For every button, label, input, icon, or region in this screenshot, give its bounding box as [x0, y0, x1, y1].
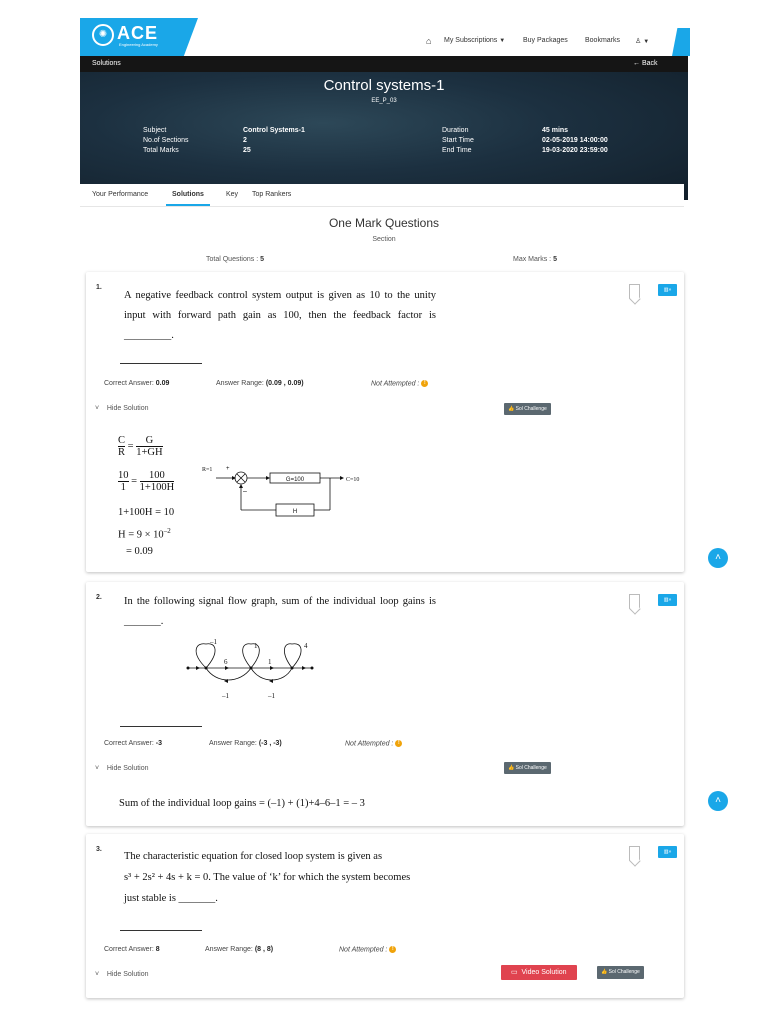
question-number: 3.	[96, 846, 102, 853]
user-icon: ♙	[635, 38, 642, 45]
diagram-output-label: C=10	[346, 477, 360, 483]
question-line-1: The characteristic equation for closed loop system is given as	[124, 851, 383, 862]
chevron-down-icon: ˅	[95, 405, 100, 412]
question-text	[124, 846, 436, 909]
tab-key[interactable]: Key	[226, 191, 239, 198]
sol-challenge-label: Sol Challenge	[608, 969, 640, 975]
stats-chart-icon[interactable]: ▥»	[658, 846, 677, 858]
answer-blank	[120, 726, 202, 727]
question-card-2	[86, 582, 684, 826]
diagram-input-label: R=1	[202, 467, 213, 473]
attempt-status	[371, 380, 428, 387]
sections-label: No.of Sections	[143, 137, 189, 144]
sol-challenge-label: Sol Challenge	[515, 765, 547, 771]
gain-label: 4	[304, 642, 308, 650]
tab-top-rankers[interactable]: Top Rankers	[252, 191, 292, 198]
gain-label: 1	[268, 658, 272, 666]
active-tab-indicator	[166, 204, 210, 206]
eq2-rnum: 100	[149, 470, 165, 481]
signal-flow-graph	[180, 638, 330, 704]
logo-emblem-icon[interactable]: ✺	[92, 24, 114, 46]
total-value: 5	[260, 256, 264, 263]
sol-challenge-label: Sol Challenge	[515, 406, 547, 412]
range-label: Answer Range:	[205, 946, 253, 953]
chevron-down-icon: ˅	[95, 971, 100, 978]
chevron-down-icon: ˅	[95, 765, 100, 772]
marks-label: Total Marks	[143, 147, 179, 154]
eq1-den: R	[118, 447, 126, 458]
hide-solution-toggle[interactable]	[95, 765, 149, 772]
sol-challenge-button[interactable]	[597, 966, 644, 979]
question-line-2: s³ + 2s² + 4s + k = 0. The value of ‘k’ for which the system becomes	[124, 872, 411, 883]
end-value: 19-03-2020 23:59:00	[542, 147, 608, 154]
sol-challenge-button[interactable]	[504, 403, 551, 415]
status-label: Not Attempted :	[345, 740, 394, 748]
video-solution-button[interactable]	[501, 965, 577, 980]
nav-my-subscriptions[interactable]	[444, 37, 505, 44]
minus-sign: –	[243, 488, 247, 495]
range-label: Answer Range:	[216, 380, 264, 387]
eq1-num: C	[118, 435, 126, 446]
bookmark-icon[interactable]	[629, 594, 640, 609]
correct-value: 0.09	[155, 380, 170, 387]
hide-solution-toggle[interactable]	[95, 971, 149, 978]
gain-label: –1	[268, 692, 275, 700]
total-questions	[206, 256, 264, 263]
range-value: (0.09 , 0.09)	[265, 380, 304, 387]
video-solution-label: Video Solution	[521, 969, 567, 976]
duration-value: 45 mins	[542, 127, 569, 134]
block-diagram	[198, 458, 368, 520]
status-label: Not Attempted :	[371, 380, 420, 388]
correct-label: Correct Answer:	[104, 380, 154, 387]
correct-answer	[104, 380, 169, 387]
section-title: One Mark Questions	[328, 216, 440, 230]
nav-buy-packages[interactable]: Buy Packages	[523, 37, 568, 44]
marks-value: 25	[243, 147, 251, 154]
brand-name[interactable]: ACE	[117, 23, 159, 43]
eq1-rden: 1+GH	[136, 447, 163, 458]
duration-label: Duration	[442, 127, 469, 134]
scroll-up-button[interactable]	[708, 791, 728, 811]
test-title: Control systems-1	[323, 77, 445, 94]
eq2-den: 1	[118, 481, 129, 493]
thumbs-up-icon: 👍	[508, 765, 515, 771]
user-menu[interactable]	[635, 37, 649, 45]
status-label: Not Attempted :	[339, 946, 388, 954]
question-text: A negative feedback control system output is given as 10 to the unity input with forward path gain as 100, then the feedback factor is _________.	[124, 290, 436, 341]
tab-solutions[interactable]: Solutions	[172, 191, 204, 198]
start-value: 02-05-2019 14:00:00	[542, 137, 608, 144]
start-label: Start Time	[442, 137, 474, 144]
thumbs-up-icon: 👍	[508, 406, 515, 412]
solution-text: Sum of the individual loop gains = (–1) + (1)+4–6–1 = – 3	[119, 798, 365, 809]
warning-icon: !	[421, 380, 428, 387]
sol-challenge-button[interactable]	[504, 762, 551, 774]
section-subtitle: Section	[372, 236, 396, 243]
subject-label: Subject	[143, 127, 167, 134]
gain-label: 1	[254, 642, 258, 650]
nav-bookmarks[interactable]: Bookmarks	[585, 37, 621, 44]
page-toolbar	[80, 56, 688, 72]
line4-text: H = 9 × 10	[118, 529, 164, 541]
correct-label: Correct Answer:	[104, 740, 154, 747]
max-marks	[513, 256, 557, 263]
answer-blank	[120, 363, 202, 364]
back-label: Back	[641, 60, 658, 67]
thumbs-up-icon: 👍	[601, 969, 608, 975]
total-label: Total Questions :	[206, 256, 259, 263]
answer-range	[209, 740, 282, 747]
solution-line-3: 1+100H = 10	[118, 507, 175, 518]
result-tabs	[80, 184, 684, 207]
back-button[interactable]	[633, 60, 658, 67]
range-label: Answer Range:	[209, 740, 257, 747]
brand-tagline: Engineering Academy	[119, 42, 158, 47]
correct-value: 8	[155, 946, 160, 953]
answer-range	[216, 380, 304, 387]
attempt-status	[339, 946, 396, 953]
max-label: Max Marks :	[513, 256, 552, 263]
correct-label: Correct Answer:	[104, 946, 154, 953]
stats-chart-icon[interactable]: ▥»	[658, 594, 677, 606]
chevron-up-icon: ˄	[715, 552, 721, 563]
eq1-rnum: G	[145, 435, 154, 446]
tab-your-performance[interactable]: Your Performance	[92, 191, 149, 198]
chevron-up-icon: ˄	[715, 795, 721, 806]
solution-equation-2: $\frac{10}{1}$ = $\frac{100}{1+100H}$	[118, 470, 175, 493]
hide-solution-label: Hide Solution	[106, 765, 149, 772]
sections-value: 2	[243, 137, 247, 144]
solution-equation-1: $\frac{C}{R}$ = $\frac{G}{1+GH}$	[118, 435, 163, 458]
eq2-num: 10	[118, 470, 129, 481]
gain-label: –1	[210, 638, 217, 646]
answer-blank	[120, 930, 202, 931]
feedback-label: H	[292, 509, 298, 515]
eq2-rden: 1+100H	[139, 482, 175, 493]
hide-solution-toggle[interactable]	[95, 405, 149, 412]
chevron-down-icon: ▼	[499, 38, 506, 44]
subject-value: Control Systems-1	[243, 127, 305, 134]
question-text: In the following signal flow graph, sum of the individual loop gains is _______.	[124, 596, 436, 627]
end-label: End Time	[442, 147, 472, 154]
home-icon[interactable]: ⌂	[426, 36, 432, 46]
test-info-banner	[80, 72, 688, 200]
solution-line-5: = 0.09	[126, 546, 153, 557]
scroll-up-button[interactable]	[708, 548, 728, 568]
gain-label: –1	[222, 692, 229, 700]
correct-answer	[104, 740, 162, 747]
line4-exponent: –2	[163, 527, 171, 535]
page-label: Solutions	[92, 60, 121, 67]
warning-icon: !	[389, 946, 396, 953]
hide-solution-label: Hide Solution	[106, 971, 149, 978]
bookmark-icon[interactable]	[629, 284, 640, 299]
question-line-3: just stable is _______.	[124, 893, 218, 904]
correct-value: -3	[155, 740, 162, 747]
attempt-status	[345, 740, 402, 747]
plus-sign: +	[226, 466, 230, 472]
hide-solution-label: Hide Solution	[106, 405, 149, 412]
correct-answer	[104, 946, 160, 953]
solution-line-4	[118, 527, 171, 541]
question-number: 2.	[96, 594, 102, 601]
nav-label: My Subscriptions	[444, 37, 498, 44]
gain-label: 6	[224, 658, 228, 666]
question-number: 1.	[96, 284, 102, 291]
bookmark-icon[interactable]	[629, 846, 640, 861]
video-camera-icon: ▭	[511, 969, 518, 976]
max-value: 5	[553, 256, 557, 263]
stats-chart-icon[interactable]: ▥»	[658, 284, 677, 296]
test-code: EE_P_03	[371, 98, 397, 104]
chevron-down-icon: ▼	[643, 39, 650, 45]
arrow-left-icon: ←	[633, 60, 640, 67]
answer-range	[205, 946, 273, 953]
question-card-1	[86, 272, 684, 572]
range-value: (8 , 8)	[254, 946, 274, 953]
question-card-3	[86, 834, 684, 998]
forward-gain-label: G=100	[285, 477, 305, 483]
range-value: (-3 , -3)	[258, 740, 282, 747]
warning-icon: !	[395, 740, 402, 747]
